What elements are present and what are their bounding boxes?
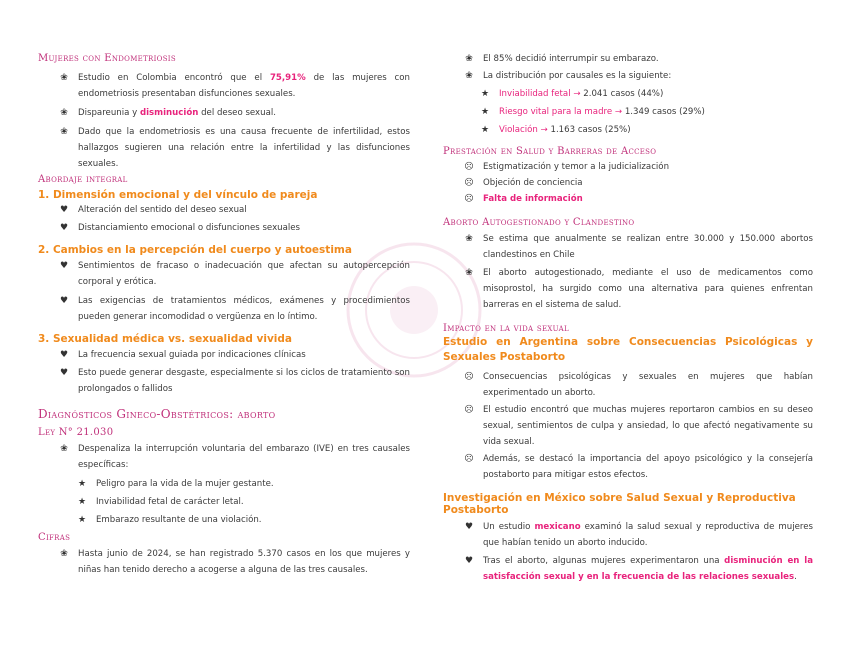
list-item: ☹ Falta de información (463, 191, 813, 207)
list-item: ♥ Tras el aborto, algunas mujeres experimentaron una disminución en la satisfacción sexual y en la frecuencia de las relaciones sexuales. (463, 553, 813, 585)
heading-dimension-2: 2. Cambios en la percepción del cuerpo y autoestima (38, 244, 352, 256)
heart-icon: ♥ (59, 296, 69, 306)
list-item: ❀ La distribución por causales es la siguiente: (463, 68, 813, 84)
sad-face-icon: ☹ (464, 162, 474, 172)
heading-investigacion-mexico: Investigación en México sobre Salud Sexual y Reproductiva Postaborto (443, 492, 796, 516)
heart-icon: ♥ (59, 350, 69, 360)
list-item: ★ Inviabilidad fetal → 2.041 casos (44%) (479, 86, 813, 102)
section-prestacion: Prestación en Salud y Barreras de Acceso (443, 146, 657, 157)
sad-face-icon: ☹ (464, 405, 474, 415)
list-item: ♥ Esto puede generar desgaste, especialmente si los ciclos de tratamiento son prolongados o fallidos (58, 365, 410, 397)
section-mujeres-endometriosis: Mujeres con Endometriosis (38, 53, 176, 64)
heart-icon: ♥ (464, 522, 474, 532)
list-item: ❀ Dado que la endometriosis es una causa frecuente de infertilidad, estos hallazgos sugieren una relación entre la infertilidad y las disfunciones sexuales. (58, 124, 410, 172)
list-item: ❀ Se estima que anualmente se realizan entre 30.000 y 150.000 abortos clandestinos en Chile (463, 231, 813, 263)
flower-icon: ❀ (60, 108, 68, 118)
heading-dimension-1: 1. Dimensión emocional y del vínculo de pareja (38, 189, 318, 201)
left-column (38, 0, 410, 578)
sad-face-icon: ☹ (464, 372, 474, 382)
star-icon: ★ (480, 107, 490, 117)
list-item: ❀ Despenaliza la interrupción voluntaria del embarazo (IVE) en tres causales específicas: (58, 441, 410, 473)
list-item: ♥ Sentimientos de fracaso o inadecuación que afectan su autopercepción corporal y erótica. (58, 258, 410, 290)
flower-icon: ❀ (465, 54, 473, 64)
section-abordaje: Abordaje integral (38, 174, 128, 185)
list-item: ❀ El aborto autogestionado, mediante el uso de medicamentos como misoprostol, ha surgido como una alternativa para quienes enfrentan barreras en el sistema de salud. (463, 265, 813, 313)
section-cifras: Cifras (38, 532, 71, 543)
sad-face-icon: ☹ (464, 194, 474, 204)
section-impacto: Impacto en la vida sexual (443, 323, 569, 334)
list-item: ❀ Estudio en Colombia encontró que el 75,91% de las mujeres con endometriosis presentaban disfunciones sexuales. (58, 70, 410, 102)
flower-icon: ❀ (465, 234, 473, 244)
list-item: ❀ Hasta junio de 2024, se han registrado 5.370 casos en los que mujeres y niñas han tenido derecho a acogerse a alguna de las tres causales. (58, 546, 410, 578)
sad-face-icon: ☹ (464, 454, 474, 464)
heading-dimension-3: 3. Sexualidad médica vs. sexualidad vivida (38, 333, 292, 345)
list-item: ♥ Alteración del sentido del deseo sexual (58, 202, 410, 218)
list-item: ☹ Además, se destacó la importancia del apoyo psicológico y la consejería postaborto para mitigar estos efectos. (463, 451, 813, 483)
list-item: ★ Embarazo resultante de una violación. (76, 512, 410, 528)
list-item: ☹ El estudio encontró que muchas mujeres reportaron cambios en su deseo sexual, sentimientos de culpa y ansiedad, lo que afectó negativamente su vida sexual. (463, 402, 813, 450)
section-ley: Ley N° 21.030 (38, 427, 114, 438)
star-icon: ★ (77, 479, 87, 489)
list-item: ☹ Objeción de conciencia (463, 175, 813, 191)
star-icon: ★ (77, 497, 87, 507)
sad-face-icon: ☹ (464, 178, 474, 188)
heart-icon: ♥ (464, 556, 474, 566)
flower-icon: ❀ (60, 549, 68, 559)
flower-icon: ❀ (465, 268, 473, 278)
list-item: ♥ La frecuencia sexual guiada por indicaciones clínicas (58, 347, 410, 363)
flower-icon: ❀ (60, 444, 68, 454)
heading-estudio-argentina: Estudio en Argentina sobre Consecuencias Psicológicas y Sexuales Postaborto (443, 336, 813, 363)
star-icon: ★ (480, 89, 490, 99)
star-icon: ★ (77, 515, 87, 525)
list-item: ♥ Distanciamiento emocional o disfunciones sexuales (58, 220, 410, 236)
list-item: ★ Inviabilidad fetal de carácter letal. (76, 494, 410, 510)
list-item: ☹ Estigmatización y temor a la judicialización (463, 159, 813, 175)
list-item: ★ Peligro para la vida de la mujer gestante. (76, 476, 410, 492)
section-aborto-autogestionado: Aborto Autogestionado y Clandestino (443, 217, 635, 228)
list-item: ☹ Consecuencias psicológicas y sexuales en mujeres que habían experimentado un aborto. (463, 369, 813, 401)
flower-icon: ❀ (60, 127, 68, 137)
flower-icon: ❀ (465, 71, 473, 81)
list-item: ♥ Un estudio mexicano examinó la salud sexual y reproductiva de mujeres que habían tenido un aborto inducido. (463, 519, 813, 551)
heart-icon: ♥ (59, 205, 69, 215)
list-item: ❀ Dispareunia y disminución del deseo sexual. (58, 105, 410, 121)
heart-icon: ♥ (59, 261, 69, 271)
heart-icon: ♥ (59, 223, 69, 233)
section-diagnosticos-aborto: Diagnósticos Gineco-Obstétricos: aborto (38, 407, 276, 421)
list-item: ❀ El 85% decidió interrumpir su embarazo. (463, 51, 813, 67)
list-item: ♥ Las exigencias de tratamientos médicos, exámenes y procedimientos pueden generar incomodidad o vergüenza en lo íntimo. (58, 293, 410, 325)
right-column (443, 0, 813, 585)
heart-icon: ♥ (59, 368, 69, 378)
star-icon: ★ (480, 125, 490, 135)
list-item: ★ Violación → 1.163 casos (25%) (479, 122, 813, 138)
list-item: ★ Riesgo vital para la madre → 1.349 casos (29%) (479, 104, 813, 120)
flower-icon: ❀ (60, 73, 68, 83)
